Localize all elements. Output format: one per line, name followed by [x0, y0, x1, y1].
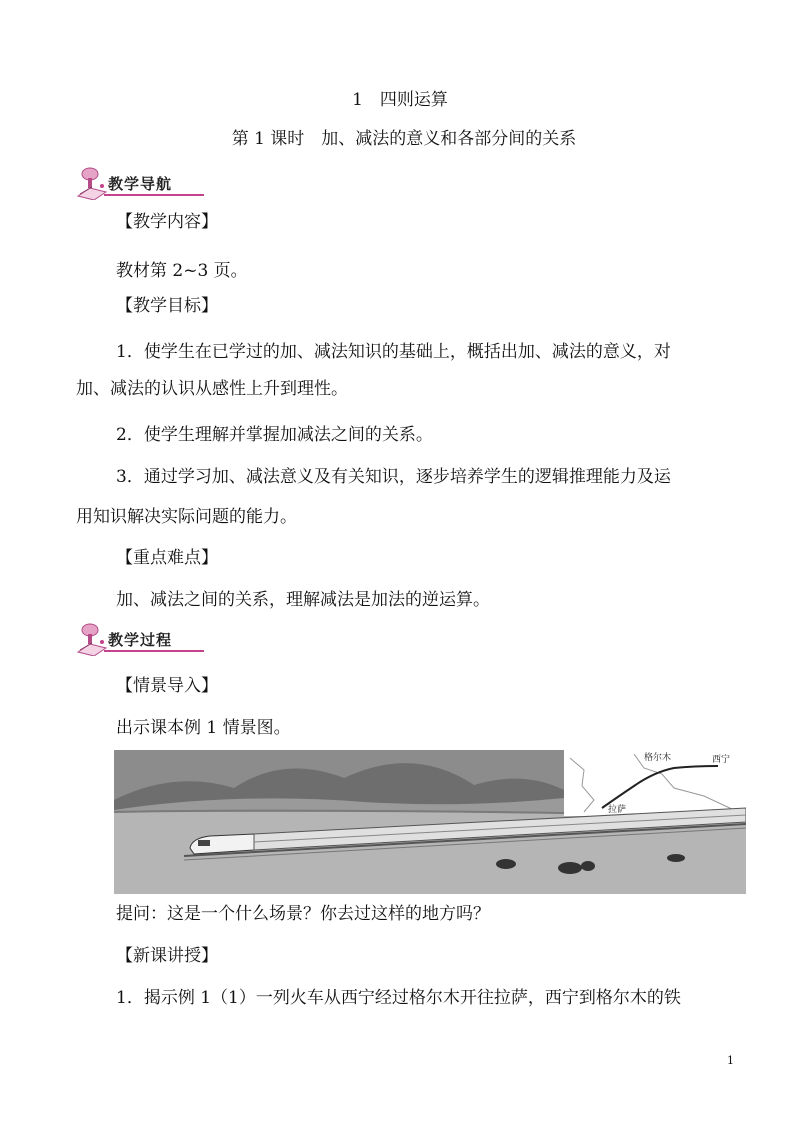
new-lesson-text: 1．揭示例 1（1）一列火车从西宁经过格尔木开往拉萨，西宁到格尔木的铁 [116, 988, 681, 1008]
map-label-lasa: 拉萨 [608, 805, 627, 815]
map-label-xining: 西宁 [712, 755, 731, 765]
heading-new-lesson: 【新课讲授】 [116, 946, 218, 966]
goal-1-line-2: 加、减法的认识从感性上升到理性。 [76, 379, 348, 399]
key-points-text: 加、减法之间的关系，理解减法是加法的逆运算。 [116, 590, 490, 610]
section-label: 教学过程 [108, 631, 173, 649]
section-underline [104, 650, 204, 652]
train-scene-illustration [114, 750, 746, 894]
teaching-content-text: 教材第 2~3 页。 [116, 261, 248, 281]
section-label: 教学导航 [108, 175, 173, 193]
goal-1-line-1: 1．使学生在已学过的加、减法知识的基础上，概括出加、减法的意义，对 [116, 342, 671, 362]
page-number: 1 [727, 1054, 734, 1067]
scenario-text: 出示课本例 1 情景图。 [116, 718, 291, 738]
lesson-subtitle: 第 1 课时 加、减法的意义和各部分间的关系 [231, 129, 577, 149]
heading-teaching-goals: 【教学目标】 [116, 296, 218, 316]
goal-3-line-1: 3．通过学习加、减法意义及有关知识，逐步培养学生的逻辑推理能力及运 [116, 467, 671, 487]
heading-scenario: 【情景导入】 [116, 676, 218, 696]
section-underline [104, 194, 204, 196]
section-heading-process [76, 622, 206, 656]
heading-teaching-content: 【教学内容】 [116, 212, 218, 232]
goal-2: 2．使学生理解并掌握加减法之间的关系。 [116, 425, 433, 445]
map-label-geermu: 格尔木 [644, 753, 672, 763]
heading-key-points: 【重点难点】 [116, 548, 218, 568]
question-text: 提问：这是一个什么场景？你去过这样的地方吗？ [116, 904, 490, 924]
lesson-title: 1 四则运算 [352, 90, 448, 110]
section-heading-navigation [76, 166, 206, 200]
goal-3-line-2: 用知识解决实际问题的能力。 [76, 507, 297, 527]
